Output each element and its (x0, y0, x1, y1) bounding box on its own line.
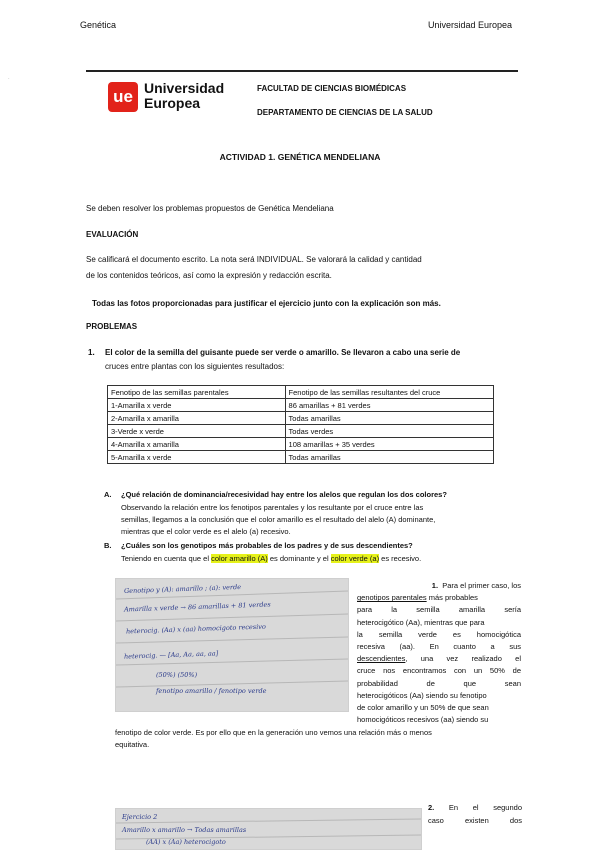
problem1-line1: El color de la semilla del guisante puede ser verde o amarillo. Se llevaron a cabo una serie de (105, 348, 461, 357)
highlight-yellow-allele: color amarillo (A) (211, 554, 268, 563)
faculty-name: FACULTAD DE CIENCIAS BIOMÉDICAS (257, 84, 407, 93)
university-logo (108, 82, 230, 116)
case1-line3: para la semilla amarilla sería (357, 605, 521, 615)
problems-heading: PROBLEMAS (86, 322, 138, 331)
problem1-number: 1. (88, 348, 95, 357)
handwritten-notes-photo-2 (115, 808, 422, 850)
header-right: Universidad Europea (427, 20, 512, 30)
problem1-line2: cruces entre plantas con los siguientes resultados: (105, 362, 285, 371)
photos-note: Todas las fotos proporcionadas para justificar el ejercicio junto con la explicación son más. (92, 299, 441, 308)
table-row (108, 425, 494, 438)
case1-line5: la semilla verde es homocigótica (357, 629, 521, 639)
handwritten-line: heterocig. — [Aa, Aa, aa, aa] (123, 649, 219, 661)
evaluation-line1: Se calificará el documento escrito. La nota será INDIVIDUAL. Se valorará la calidad y cantidad (86, 255, 422, 264)
handwritten-line: Ejercicio 2 (122, 813, 158, 821)
case1-line6: recesiva (aa). En cuanto a sus (357, 642, 521, 652)
handwritten-notes-photo-1 (115, 578, 349, 712)
question-b-label: B. (104, 541, 112, 550)
table-cell: 108 amarillas + 35 verdes (285, 438, 493, 451)
table-cell: Todas amarillas (285, 412, 493, 425)
logo-line2: Europea (144, 95, 201, 111)
answer-b-post: es recesivo. (379, 554, 422, 563)
case1-paragraph (357, 580, 521, 726)
department-name: DEPARTAMENTO DE CIENCIAS DE LA SALUD (257, 108, 433, 117)
case1-line14: equitativa. (115, 740, 150, 749)
case1-line9: probabilidad de que sean (357, 678, 521, 688)
answer-a-line1: Observando la relación entre los fenotipos parentales y los resultante por el cruce entre las (121, 503, 424, 512)
header-rule (86, 70, 518, 72)
answer-a-line2: semillas, llegamos a la conclusión que el color amarillo es el resultado del alelo (A) dominante, (121, 515, 436, 524)
logo-line1: Universidad (144, 80, 225, 96)
evaluation-line2: de los contenidos teóricos, así como la expresión y redacción escrita. (86, 271, 332, 280)
answer-b-mid: es dominante y el (267, 554, 331, 563)
question-a: ¿Qué relación de dominancia/recesividad hay entre los alelos que regulan los dos colores? (121, 490, 447, 499)
answer-a-line3: mientras que el color verde es el alelo (a) recesivo. (121, 527, 291, 536)
case1-line11: de color amarillo y un 50% de que sean (357, 703, 489, 713)
table-cell: 3-Verde x verde (108, 425, 286, 438)
case1-line4: heterocigótico (Aa), mientras que para (357, 617, 485, 627)
case1-line12: homocigóticos recesivos (aa) siendo su (357, 715, 489, 725)
table-header: Fenotipo de las semillas resultantes del cruce (285, 386, 493, 399)
table-cell: 1-Amarilla x verde (108, 399, 286, 412)
table-cell: 5-Amarilla x verde (108, 451, 286, 464)
table-cell: 86 amarillas + 81 verdes (285, 399, 493, 412)
handwritten-line: Amarillo x amarillo → Todas amarillas (122, 826, 247, 834)
answer-b-pre: Teniendo en cuenta que el (121, 554, 212, 563)
case1-line2: genotipos parentales más probables (357, 593, 478, 603)
crosses-table (107, 385, 494, 464)
ue-logo-icon: ue (108, 82, 138, 112)
question-b: ¿Cuáles son los genotipos más probables de los padres y de sus descendientes? (121, 541, 413, 550)
table-row (108, 412, 494, 425)
evaluation-heading: EVALUACIÓN (86, 230, 139, 239)
margin-mark: · (8, 76, 10, 82)
handwritten-line: (AA) x (Aa) heterocigoto (146, 838, 226, 846)
page-title: ACTIVIDAD 1. GENÉTICA MENDELIANA (219, 152, 381, 162)
case1-line8: cruce nos encontramos con un 50% de (357, 666, 521, 676)
table-row (108, 451, 494, 464)
handwritten-line: (50%) (50%) (156, 671, 198, 679)
table-cell: 2-Amarilla x amarilla (108, 412, 286, 425)
handwritten-line: Amarilla x verde → 86 amarillas + 81 verdes (123, 600, 271, 614)
case1-line1: 1. Para el primer caso, los (431, 581, 521, 590)
handwritten-line: heterocig. (Aa) x (aa) homocigoto recesivo (125, 622, 266, 636)
question-a-label: A. (104, 490, 112, 499)
header-left: Genética (80, 20, 117, 30)
intro-text: Se deben resolver los problemas propuestos de Genética Mendeliana (86, 204, 334, 213)
answer-b (121, 553, 521, 565)
table-header: Fenotipo de las semillas parentales (108, 386, 286, 399)
case2-line1: 2. En el segundo (428, 803, 522, 812)
case1-line10: heterocigóticos (Aa) siendo su fenotipo (357, 690, 487, 700)
table-row (108, 438, 494, 451)
case2-line2: caso existen dos (428, 816, 522, 825)
case1-line13: fenotipo de color verde. Es por ello que en la generación uno vemos una relación más o menos (115, 728, 432, 737)
highlight-green-allele: color verde (a) (330, 554, 380, 563)
case1-line7: descendientes, una vez realizado el (357, 654, 521, 664)
table-cell: 4-Amarilla x amarilla (108, 438, 286, 451)
table-row (108, 399, 494, 412)
handwritten-line: fenotipo amarillo / fenotipo verde (156, 687, 267, 695)
table-cell: Todas amarillas (285, 451, 493, 464)
table-cell: Todas verdes (285, 425, 493, 438)
handwritten-line: Genotipo y (A): amarillo ; (a): verde (123, 582, 242, 596)
